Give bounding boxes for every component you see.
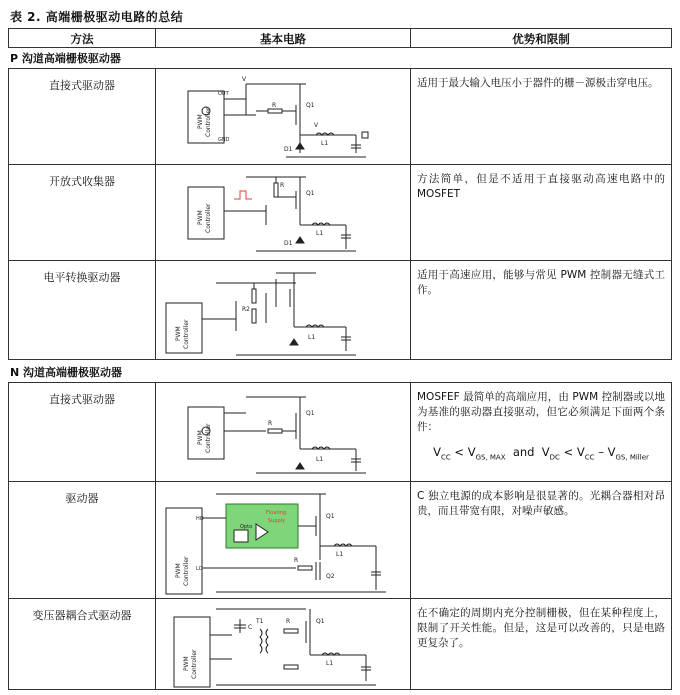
controller-label: Controller — [191, 649, 198, 679]
table-row — [8, 260, 672, 360]
header-advantages: 优势和限制 — [410, 28, 672, 48]
rgate-label: R — [294, 557, 299, 564]
pwm-label: PWM — [175, 326, 182, 341]
method-label: 电平转换驱动器 — [43, 271, 121, 284]
circuit-cell — [155, 260, 411, 360]
controller-label: Controller — [205, 423, 212, 453]
controller-label: Controller — [183, 319, 190, 349]
pwm-label: PWM — [183, 656, 190, 671]
q1-label: Q1 — [316, 618, 325, 625]
pwm-label: PWM — [197, 114, 204, 129]
r2-label: R2 — [242, 306, 250, 313]
vcc-label: V — [242, 76, 247, 83]
advantage-text: 适用于高速应用，能够与常见 PWM 控制器无缝式工作。 — [417, 269, 665, 296]
advantage-text: 适用于最大输入电压小于器件的栅－源极击穿电压。 — [417, 77, 659, 89]
pwm-label: PWM — [197, 210, 204, 225]
table-row — [8, 481, 672, 599]
q1-label: Q1 — [306, 190, 315, 197]
ho-label: HO — [196, 516, 204, 522]
rgate-label: R — [268, 420, 273, 427]
circuit-cell — [155, 481, 411, 599]
supply-label: Supply — [268, 518, 286, 524]
header-method: 方法 — [8, 28, 156, 48]
table-row — [8, 598, 672, 690]
opto-label: Opto — [240, 524, 253, 530]
l1-label: L1 — [326, 660, 334, 667]
rpull-label: R — [280, 182, 285, 189]
method-label: 开放式收集器 — [49, 175, 115, 188]
table-row — [8, 382, 672, 482]
lo-label: LO — [196, 566, 203, 572]
out-label: OUT — [218, 91, 229, 97]
circuit-cell — [155, 68, 411, 165]
circuit-diagram — [156, 383, 412, 483]
l1-label: L1 — [321, 140, 329, 147]
gnd-label: GND — [218, 137, 230, 143]
floating-label: Floating — [266, 510, 287, 516]
circuit-diagram — [156, 165, 412, 262]
l1-label: L1 — [336, 551, 344, 558]
q2-label: Q2 — [326, 573, 335, 580]
advantage-text: C 独立电源的成本影响是很显著的。光耦合器相对昂贵，而且带宽有限，对噪声敏感。 — [417, 490, 665, 517]
table-title: 表 2. 高端栅极驱动电路的总结 — [10, 10, 184, 24]
method-label: 直接式驱动器 — [49, 79, 115, 92]
summary-table — [8, 28, 672, 692]
l1-label: L1 — [308, 334, 316, 341]
controller-label: Controller — [205, 107, 212, 137]
pwm-label: PWM — [197, 430, 204, 445]
d1-label: D1 — [284, 240, 293, 247]
circuit-cell — [155, 598, 411, 690]
rgate-label: R — [286, 618, 291, 625]
circuit-cell — [155, 164, 411, 261]
advantage-text: MOSFEF 最简单的高端应用，由 PWM 控制器或以地为基准的驱动器直接驱动，但它必须满足下面两个条件： — [417, 391, 665, 433]
controller-label: Controller — [183, 556, 190, 586]
circuit-diagram — [156, 599, 412, 691]
table-row — [8, 68, 672, 165]
t1-label: T1 — [256, 618, 264, 625]
header-circuit: 基本电路 — [155, 28, 411, 48]
l1-label: L1 — [316, 456, 324, 463]
method-label: 变压器耦合式驱动器 — [32, 609, 132, 622]
controller-label: Controller — [205, 203, 212, 233]
advantage-text: 在不确定的周期内充分控制栅极，但在某种程度上，限制了开关性能。但是，这是可以改善的，只是电路更复杂了。 — [417, 607, 665, 649]
rgate-label: R — [272, 102, 277, 109]
section-n-channel: N 沟道高端栅极驱动器 — [10, 366, 123, 379]
l1-label: L1 — [316, 230, 324, 237]
q1-label: Q1 — [306, 102, 315, 109]
circuit-diagram — [156, 482, 412, 600]
method-label: 驱动器 — [65, 492, 99, 505]
circuit-cell — [155, 382, 411, 482]
q1-label: Q1 — [306, 410, 315, 417]
circuit-diagram — [156, 69, 412, 166]
table-row — [8, 164, 672, 261]
d1-label: D1 — [284, 146, 293, 153]
cblock-label: C — [248, 624, 253, 631]
advantage-text: 方法简单，但是不适用于直接驱动高速电路中的 MOSFET — [417, 173, 665, 200]
pwm-label: PWM — [175, 563, 182, 578]
gate-voltage-condition: $V_{CC} < V_{GS, MAX}$ and $V_{DC} < V_{CC} - V_{GS, Miller}$ — [433, 445, 649, 462]
q1-label: Q1 — [326, 513, 335, 520]
circuit-diagram — [156, 261, 412, 361]
method-label: 直接式驱动器 — [49, 393, 115, 406]
vout-label: V — [314, 122, 319, 129]
section-p-channel: P 沟道高端栅极驱动器 — [10, 52, 121, 65]
